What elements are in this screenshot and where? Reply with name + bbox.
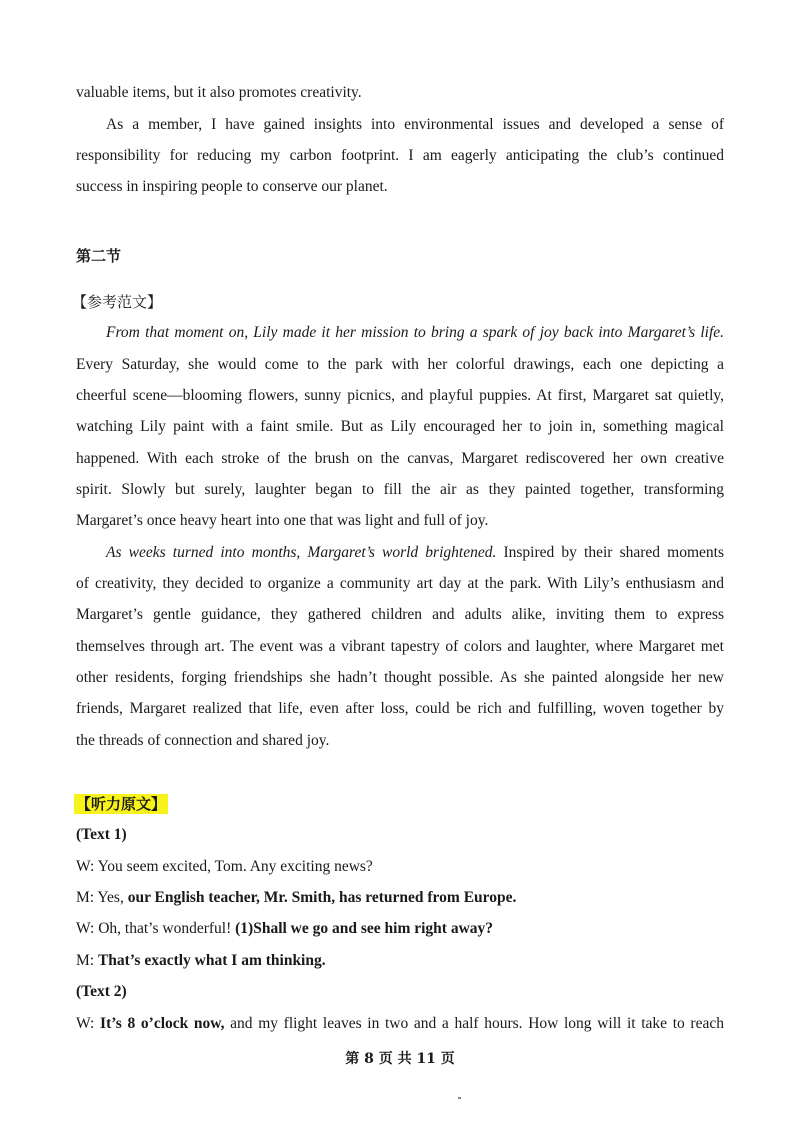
listening-title-wrap <box>74 793 168 814</box>
dialogue-line: W: You seem excited, Tom. Any exciting news? <box>76 858 373 875</box>
paragraph-text: Inspired by their shared moments <box>496 544 724 561</box>
dialogue-line <box>76 888 724 908</box>
paragraph-line: friends, Margaret realized that life, even after loss, could be rich and fulfilling, woven together by <box>76 700 724 717</box>
key-phrase: (1)Shall we go and see him right away? <box>235 920 494 937</box>
essay-line: valuable items, but it also promotes creativity. <box>76 84 362 101</box>
dialogue-text: and my flight leaves in two and a half hours. How long will it take to reach <box>224 1015 724 1032</box>
reference-essay-label: 【参考范文】 <box>72 293 163 311</box>
dialogue-line <box>76 919 724 939</box>
paragraph-line: spirit. Slowly but surely, laughter began to fill the air as they painted together, transforming <box>76 481 724 498</box>
paragraph-line: the threads of connection and shared joy. <box>76 732 330 749</box>
text-label: (Text 2) <box>76 983 127 1000</box>
paragraph-opening: From that moment on, Lily made it her mission to bring a spark of joy back into Margaret’s life. <box>106 324 724 341</box>
paragraph-line: Margaret’s once heavy heart into one that was light and full of joy. <box>76 512 489 529</box>
paragraph-line: cheerful scene—blooming flowers, sunny picnics, and playful puppies. At first, Margaret sat quietly, <box>76 387 724 404</box>
speaker-prefix: W: Oh, that’s wonderful! <box>76 920 236 937</box>
paragraph-line: Every Saturday, she would come to the park with her colorful drawings, each one depicting a <box>76 356 724 373</box>
scan-speck <box>458 1097 461 1099</box>
dialogue-line <box>76 1014 724 1034</box>
key-phrase: That’s exactly what I am thinking. <box>97 952 326 969</box>
text-label: (Text 1) <box>76 826 127 843</box>
paragraph-line: other residents, forging friendships she hadn’t thought possible. As she painted alongside her new <box>76 669 724 686</box>
essay-line: success in inspiring people to conserve our planet. <box>76 178 388 195</box>
page-number: 第 8 页 共 11 页 <box>345 1051 455 1067</box>
essay-line: As a member, I have gained insights into environmental issues and developed a sense of <box>106 116 724 133</box>
essay-line: responsibility for reducing my carbon footprint. I am eagerly anticipating the club’s continued <box>76 147 724 164</box>
speaker-prefix: M: Yes, <box>76 889 128 906</box>
speaker-prefix: W: <box>76 1015 101 1032</box>
key-phrase: It’s 8 o’clock now, <box>100 1015 225 1032</box>
speaker-prefix: M: <box>76 952 98 969</box>
paragraph-opening: As weeks turned into months, Margaret’s world brightened. <box>106 544 497 561</box>
section-heading: 第二节 <box>76 247 122 265</box>
paragraph-line <box>106 543 724 563</box>
paragraph-line: watching Lily paint with a faint smile. But as Lily encouraged her to join in, something magical <box>76 418 724 435</box>
dialogue-line <box>76 951 724 971</box>
listening-title: 【听力原文】 <box>76 795 167 813</box>
paragraph-line: happened. With each stroke of the brush on the canvas, Margaret rediscovered her own creative <box>76 450 724 467</box>
key-phrase: our English teacher, Mr. Smith, has returned from Europe. <box>127 889 517 906</box>
paragraph-line: Margaret’s gentle guidance, they gathered children and adults alike, inviting them to express <box>76 606 724 623</box>
paragraph-line: themselves through art. The event was a vibrant tapestry of colors and laughter, where Margaret met <box>76 638 724 655</box>
paragraph-line: of creativity, they decided to organize a community art day at the park. With Lily’s enthusiasm and <box>76 575 724 592</box>
